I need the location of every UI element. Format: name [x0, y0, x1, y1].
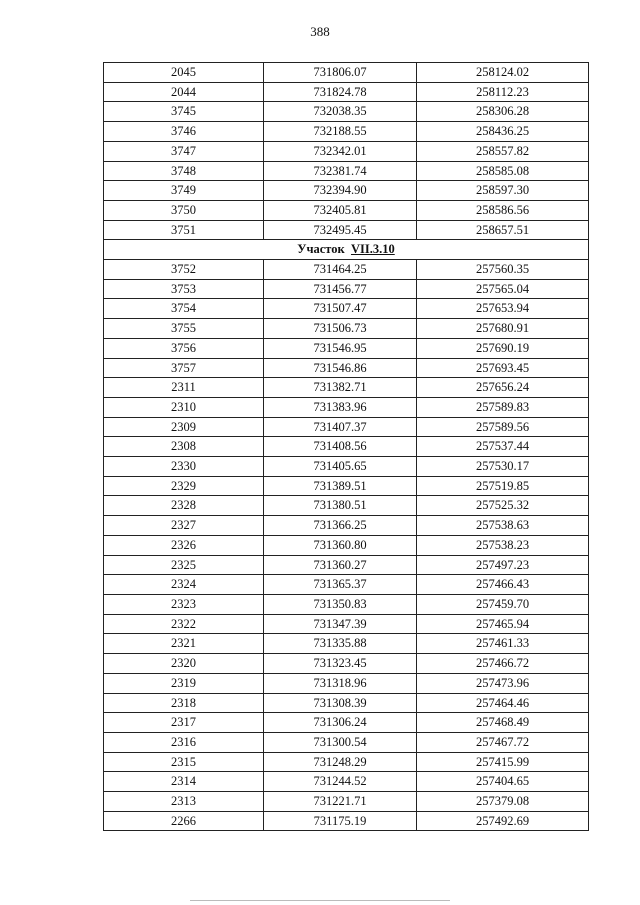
y-coordinate-cell: 258586.56 — [417, 200, 589, 220]
table-row — [104, 397, 589, 417]
point-number-cell: 2266 — [104, 811, 264, 831]
section-header-cell — [104, 240, 589, 260]
y-coordinate-cell: 257461.33 — [417, 634, 589, 654]
x-coordinate-cell: 731456.77 — [264, 279, 417, 299]
y-coordinate-cell: 257466.72 — [417, 654, 589, 674]
table-row — [104, 693, 589, 713]
table-row — [104, 63, 589, 83]
point-number-cell: 2330 — [104, 457, 264, 477]
x-coordinate-cell: 731365.37 — [264, 575, 417, 595]
table-row — [104, 516, 589, 536]
x-coordinate-cell: 732038.35 — [264, 102, 417, 122]
y-coordinate-cell: 257473.96 — [417, 673, 589, 693]
table-row — [104, 713, 589, 733]
y-coordinate-cell: 257379.08 — [417, 792, 589, 812]
point-number-cell: 3756 — [104, 338, 264, 358]
y-coordinate-cell: 258557.82 — [417, 141, 589, 161]
table-row — [104, 535, 589, 555]
table-row — [104, 594, 589, 614]
table-row — [104, 378, 589, 398]
y-coordinate-cell: 257690.19 — [417, 338, 589, 358]
point-number-cell: 3745 — [104, 102, 264, 122]
section-header-row — [104, 240, 589, 260]
table-row — [104, 82, 589, 102]
y-coordinate-cell: 257404.65 — [417, 772, 589, 792]
x-coordinate-cell: 732405.81 — [264, 200, 417, 220]
point-number-cell: 2326 — [104, 535, 264, 555]
point-number-cell: 2310 — [104, 397, 264, 417]
point-number-cell: 2314 — [104, 772, 264, 792]
y-coordinate-cell: 258657.51 — [417, 220, 589, 240]
x-coordinate-cell: 731221.71 — [264, 792, 417, 812]
point-number-cell: 3754 — [104, 299, 264, 319]
y-coordinate-cell: 257459.70 — [417, 594, 589, 614]
point-number-cell: 3748 — [104, 161, 264, 181]
table-row — [104, 575, 589, 595]
point-number-cell: 2311 — [104, 378, 264, 398]
x-coordinate-cell: 731347.39 — [264, 614, 417, 634]
x-coordinate-cell: 731350.83 — [264, 594, 417, 614]
bottom-rule — [190, 900, 450, 901]
rows-after-section — [104, 260, 589, 831]
point-number-cell: 2324 — [104, 575, 264, 595]
point-number-cell: 3746 — [104, 122, 264, 142]
y-coordinate-cell: 257537.44 — [417, 437, 589, 457]
x-coordinate-cell: 731318.96 — [264, 673, 417, 693]
table-row — [104, 496, 589, 516]
table-row — [104, 792, 589, 812]
point-number-cell: 2329 — [104, 476, 264, 496]
x-coordinate-cell: 731323.45 — [264, 654, 417, 674]
x-coordinate-cell: 731306.24 — [264, 713, 417, 733]
point-number-cell: 2044 — [104, 82, 264, 102]
point-number-cell: 2313 — [104, 792, 264, 812]
y-coordinate-cell: 257466.43 — [417, 575, 589, 595]
x-coordinate-cell: 731335.88 — [264, 634, 417, 654]
point-number-cell: 2308 — [104, 437, 264, 457]
x-coordinate-cell: 732342.01 — [264, 141, 417, 161]
table-row — [104, 752, 589, 772]
x-coordinate-cell: 732495.45 — [264, 220, 417, 240]
table-row — [104, 673, 589, 693]
table-row — [104, 260, 589, 280]
x-coordinate-cell: 731380.51 — [264, 496, 417, 516]
y-coordinate-cell: 257525.32 — [417, 496, 589, 516]
point-number-cell: 3750 — [104, 200, 264, 220]
y-coordinate-cell: 258112.23 — [417, 82, 589, 102]
table-row — [104, 811, 589, 831]
point-number-cell: 2316 — [104, 732, 264, 752]
table-row — [104, 122, 589, 142]
table-row — [104, 555, 589, 575]
x-coordinate-cell: 731300.54 — [264, 732, 417, 752]
x-coordinate-cell: 731175.19 — [264, 811, 417, 831]
y-coordinate-cell: 258585.08 — [417, 161, 589, 181]
point-number-cell: 3751 — [104, 220, 264, 240]
y-coordinate-cell: 257530.17 — [417, 457, 589, 477]
table-row — [104, 457, 589, 477]
y-coordinate-cell: 257656.24 — [417, 378, 589, 398]
x-coordinate-cell: 732394.90 — [264, 181, 417, 201]
point-number-cell: 2321 — [104, 634, 264, 654]
point-number-cell: 2323 — [104, 594, 264, 614]
point-number-cell: 2322 — [104, 614, 264, 634]
x-coordinate-cell: 731244.52 — [264, 772, 417, 792]
x-coordinate-cell: 731389.51 — [264, 476, 417, 496]
x-coordinate-cell: 731382.71 — [264, 378, 417, 398]
point-number-cell: 2315 — [104, 752, 264, 772]
table-row — [104, 161, 589, 181]
x-coordinate-cell: 731360.27 — [264, 555, 417, 575]
y-coordinate-cell: 258306.28 — [417, 102, 589, 122]
point-number-cell: 3752 — [104, 260, 264, 280]
point-number-cell: 3753 — [104, 279, 264, 299]
point-number-cell: 2327 — [104, 516, 264, 536]
x-coordinate-cell: 731248.29 — [264, 752, 417, 772]
table-row — [104, 654, 589, 674]
y-coordinate-cell: 258436.25 — [417, 122, 589, 142]
table-row — [104, 181, 589, 201]
y-coordinate-cell: 257589.56 — [417, 417, 589, 437]
y-coordinate-cell: 257538.63 — [417, 516, 589, 536]
table-row — [104, 476, 589, 496]
x-coordinate-cell: 731546.95 — [264, 338, 417, 358]
y-coordinate-cell: 257565.04 — [417, 279, 589, 299]
y-coordinate-cell: 257415.99 — [417, 752, 589, 772]
y-coordinate-cell: 257538.23 — [417, 535, 589, 555]
point-number-cell: 2325 — [104, 555, 264, 575]
y-coordinate-cell: 257467.72 — [417, 732, 589, 752]
point-number-cell: 2319 — [104, 673, 264, 693]
point-number-cell: 2045 — [104, 63, 264, 83]
point-number-cell: 2309 — [104, 417, 264, 437]
table-row — [104, 279, 589, 299]
table-row — [104, 732, 589, 752]
y-coordinate-cell: 257693.45 — [417, 358, 589, 378]
section-header-group — [104, 240, 589, 260]
table-row — [104, 358, 589, 378]
table-row — [104, 634, 589, 654]
x-coordinate-cell: 731806.07 — [264, 63, 417, 83]
x-coordinate-cell: 731405.65 — [264, 457, 417, 477]
x-coordinate-cell: 731507.47 — [264, 299, 417, 319]
y-coordinate-cell: 258597.30 — [417, 181, 589, 201]
table-row — [104, 319, 589, 339]
coordinates-table — [103, 62, 589, 831]
x-coordinate-cell: 731408.56 — [264, 437, 417, 457]
point-number-cell: 2317 — [104, 713, 264, 733]
section-label: Участок — [297, 242, 345, 257]
y-coordinate-cell: 258124.02 — [417, 63, 589, 83]
table-row — [104, 772, 589, 792]
point-number-cell: 3755 — [104, 319, 264, 339]
point-number-cell: 2318 — [104, 693, 264, 713]
table-row — [104, 417, 589, 437]
rows-before-section — [104, 63, 589, 240]
x-coordinate-cell: 731383.96 — [264, 397, 417, 417]
y-coordinate-cell: 257589.83 — [417, 397, 589, 417]
x-coordinate-cell: 731824.78 — [264, 82, 417, 102]
x-coordinate-cell: 731407.37 — [264, 417, 417, 437]
y-coordinate-cell: 257560.35 — [417, 260, 589, 280]
y-coordinate-cell: 257653.94 — [417, 299, 589, 319]
table-row — [104, 614, 589, 634]
x-coordinate-cell: 731360.80 — [264, 535, 417, 555]
point-number-cell: 3757 — [104, 358, 264, 378]
point-number-cell: 2320 — [104, 654, 264, 674]
point-number-cell: 2328 — [104, 496, 264, 516]
x-coordinate-cell: 731546.86 — [264, 358, 417, 378]
point-number-cell: 3747 — [104, 141, 264, 161]
table-row — [104, 338, 589, 358]
x-coordinate-cell: 731366.25 — [264, 516, 417, 536]
x-coordinate-cell: 731506.73 — [264, 319, 417, 339]
table-row — [104, 437, 589, 457]
y-coordinate-cell: 257468.49 — [417, 713, 589, 733]
y-coordinate-cell: 257497.23 — [417, 555, 589, 575]
y-coordinate-cell: 257680.91 — [417, 319, 589, 339]
x-coordinate-cell: 732188.55 — [264, 122, 417, 142]
table-row — [104, 299, 589, 319]
x-coordinate-cell: 732381.74 — [264, 161, 417, 181]
table-row — [104, 200, 589, 220]
section-code: VII.3.10 — [350, 242, 395, 257]
table-row — [104, 102, 589, 122]
point-number-cell: 3749 — [104, 181, 264, 201]
y-coordinate-cell: 257492.69 — [417, 811, 589, 831]
table-row — [104, 220, 589, 240]
table-row — [104, 141, 589, 161]
y-coordinate-cell: 257519.85 — [417, 476, 589, 496]
y-coordinate-cell: 257465.94 — [417, 614, 589, 634]
x-coordinate-cell: 731464.25 — [264, 260, 417, 280]
x-coordinate-cell: 731308.39 — [264, 693, 417, 713]
page-number: 388 — [310, 24, 330, 39]
y-coordinate-cell: 257464.46 — [417, 693, 589, 713]
